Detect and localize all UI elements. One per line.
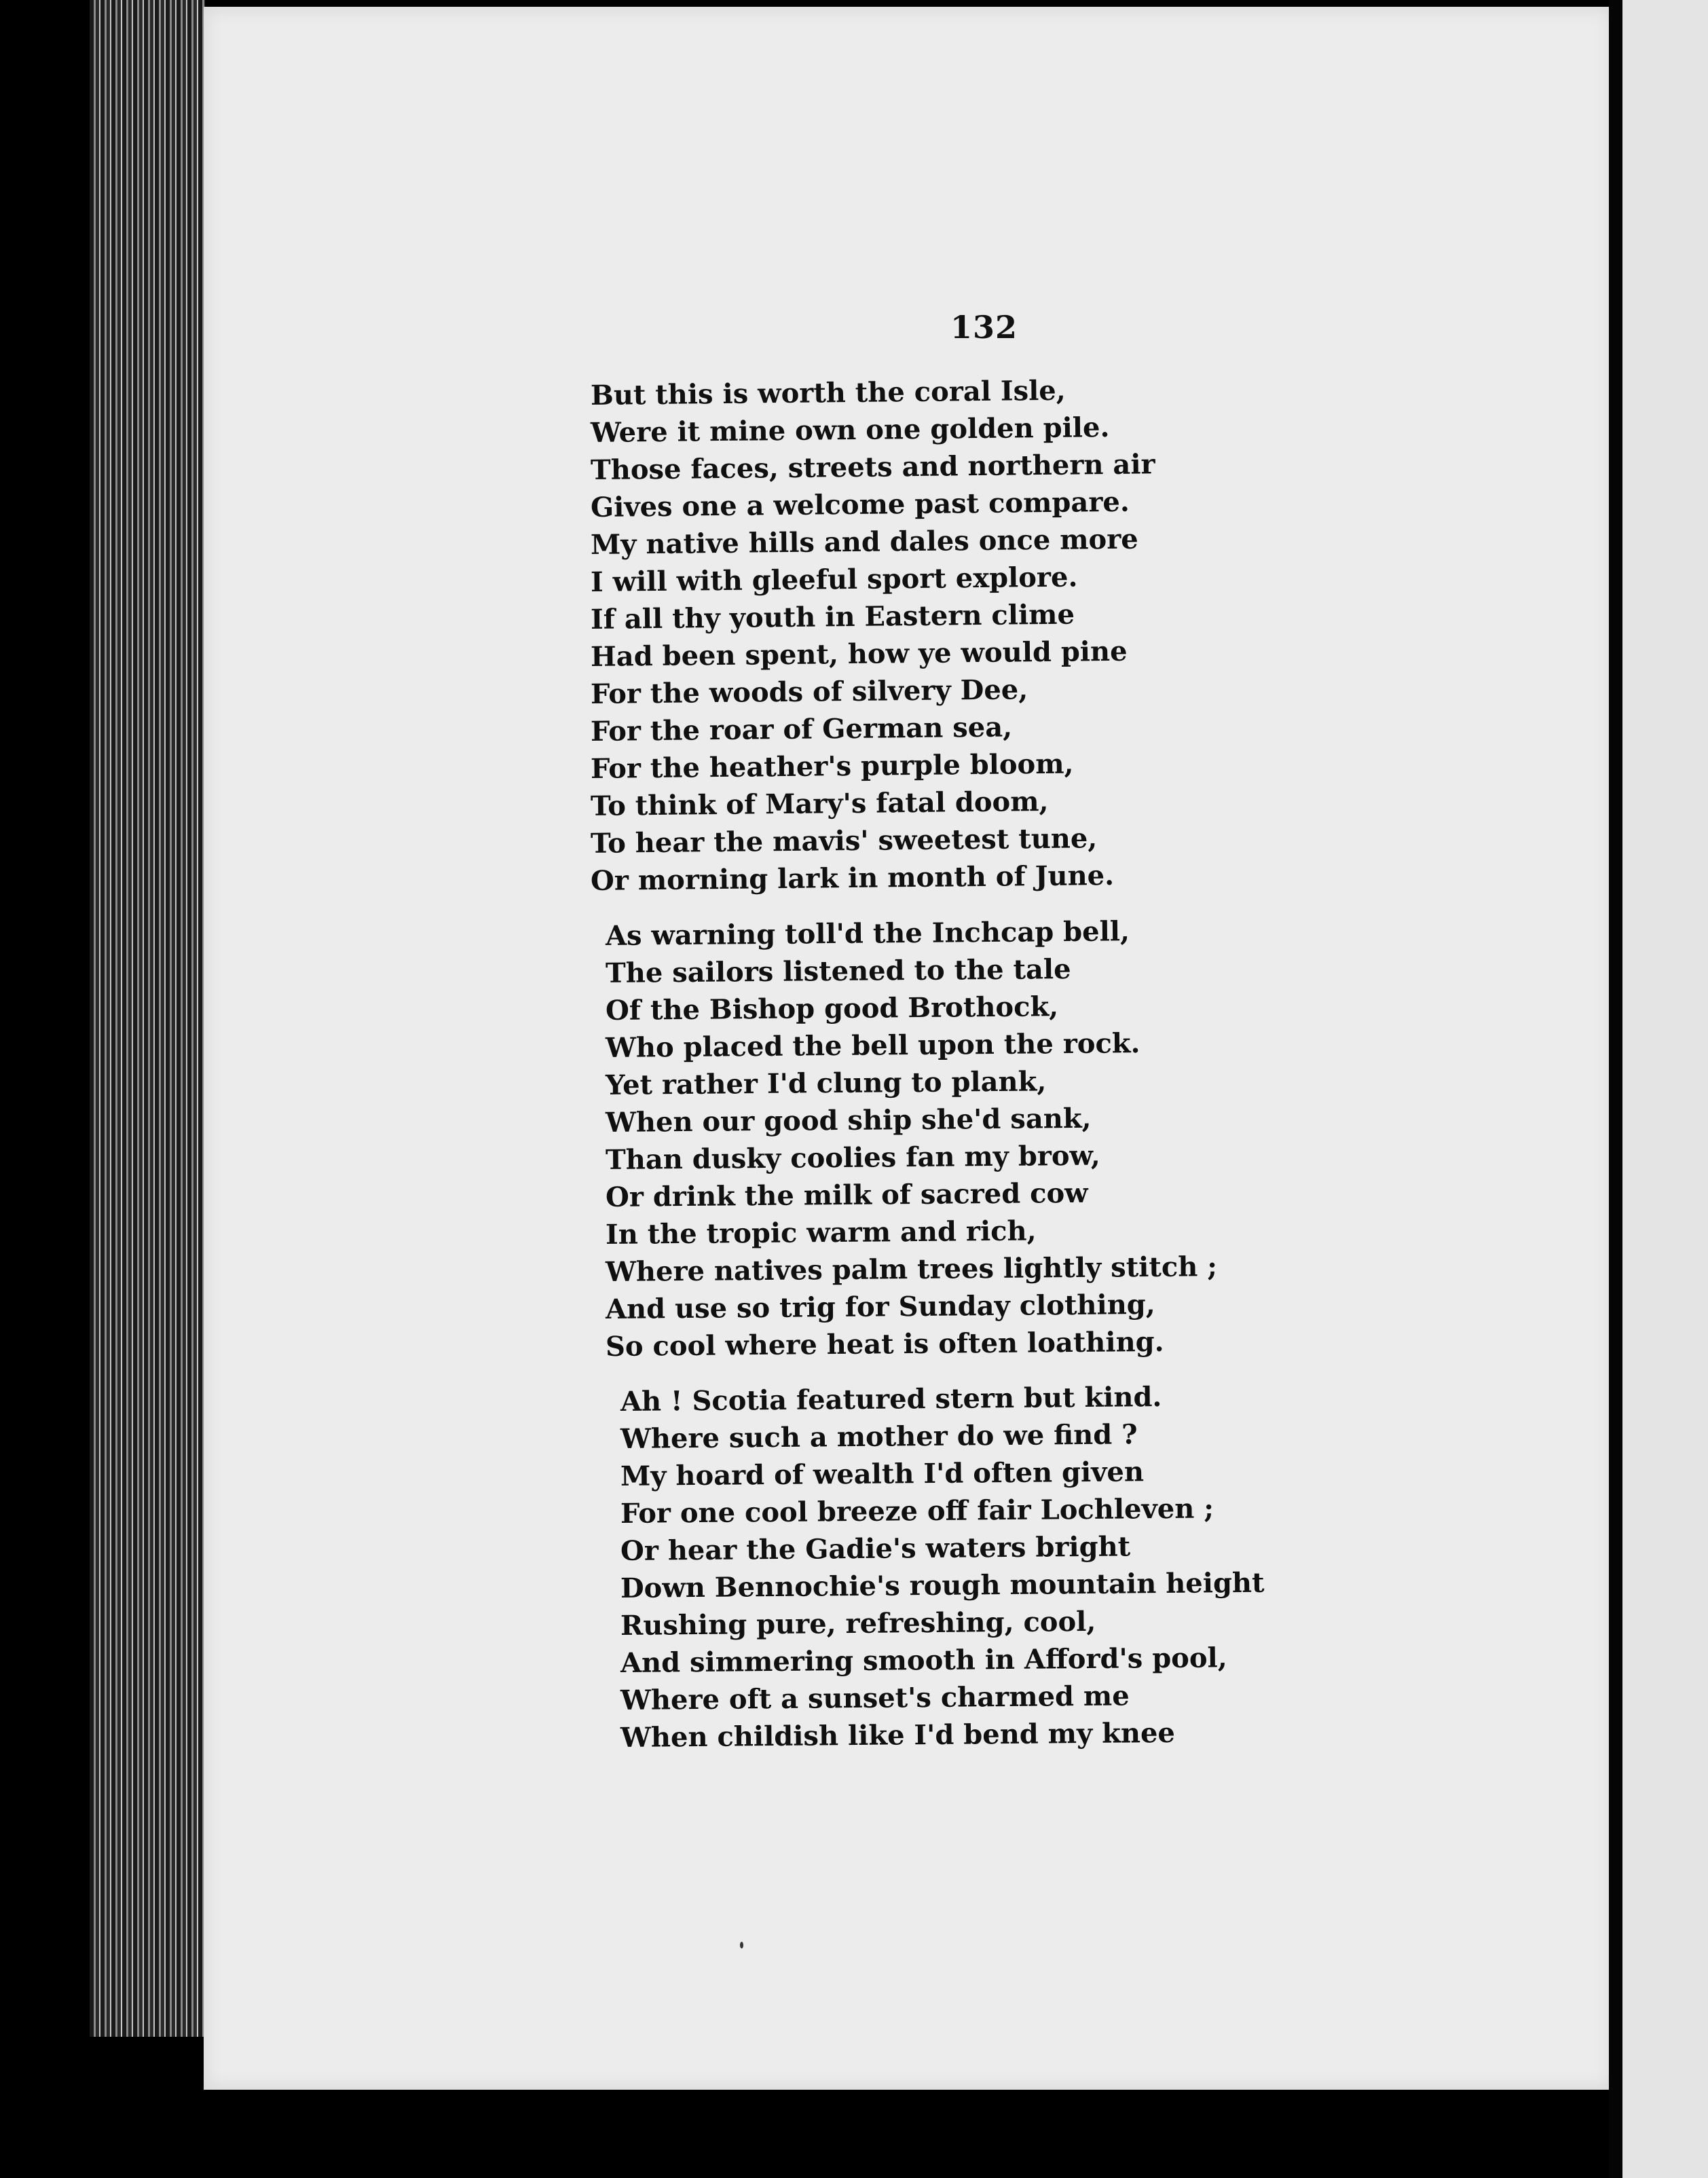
poem-line: But this is worth the coral Isle, (590, 374, 1066, 411)
poem-line: Who placed the bell upon the rock. (605, 1027, 1140, 1064)
poem-line: When childish like I'd bend my knee (620, 1716, 1176, 1754)
poem-line: Where such a mother do we find ? (620, 1418, 1138, 1455)
poem-body (590, 374, 1405, 1774)
poem-line: As warning toll'd the Inchcap bell, (605, 915, 1130, 952)
poem-line: Rushing pure, refreshing, cool, (620, 1605, 1096, 1642)
poem-line: Ah ! Scotia featured stern but kind. (620, 1381, 1162, 1418)
poem-line: For the heather's purple bloom, (590, 747, 1074, 785)
poem-line: I will with gleeful sport explore. (590, 561, 1078, 598)
poem-line: Gives one a welcome past compare. (590, 485, 1130, 523)
ink-speck (740, 1942, 743, 1949)
stanza-3 (591, 1383, 1405, 1756)
poem-line: Or drink the milk of sacred cow (605, 1177, 1088, 1213)
poem-line: For the woods of silvery Dee, (590, 673, 1028, 710)
poem-line: The sailors listened to the tale (605, 953, 1071, 989)
poem-line: Down Bennochie's rough mountain height (620, 1566, 1265, 1604)
facing-page-edge (1622, 0, 1708, 2178)
poem-line: My native hills and dales once more (590, 523, 1138, 561)
poem-line: Where oft a sunset's charmed me (620, 1680, 1130, 1716)
poem-line: Than dusky coolies fan my brow, (605, 1139, 1100, 1176)
poem-line: Were it mine own one golden pile. (590, 411, 1110, 449)
gutter (1609, 0, 1622, 2178)
poem-line: To think of Mary's fatal doom, (590, 785, 1049, 822)
poem-line: If all thy youth in Eastern clime (590, 598, 1075, 635)
poem-line: Those faces, streets and northern air (590, 448, 1155, 486)
poem-line: Of the Bishop good Brothock, (605, 991, 1059, 1027)
stanza-1 (590, 374, 1405, 900)
poem-line: And simmering smooth in Afford's pool, (620, 1642, 1227, 1679)
poem-line: So cool where heat is often loathing. (605, 1325, 1164, 1363)
poem-line: Had been spent, how ye would pine (590, 635, 1128, 673)
stanza-2 (591, 917, 1405, 1365)
poem-line: Where natives palm trees lightly stitch ; (605, 1251, 1218, 1288)
binding-shadow (0, 0, 90, 2178)
poem-line: For one cool breeze off fair Lochleven ; (620, 1492, 1214, 1530)
poem-line: And use so trig for Sunday clothing, (605, 1288, 1155, 1325)
poem-line: Or hear the Gadie's waters bright (620, 1530, 1131, 1567)
page-number: 132 (950, 309, 1018, 346)
poem-line: Yet rather I'd clung to plank, (605, 1065, 1047, 1101)
poem-line: Or morning lark in month of June. (590, 859, 1115, 897)
poem-line: To hear the mavis' sweetest tune, (590, 822, 1098, 860)
page-edges (90, 0, 205, 2037)
poem-line: In the tropic warm and rich, (605, 1215, 1037, 1251)
poem-line: When our good ship she'd sank, (605, 1102, 1092, 1139)
poem-line: My hoard of wealth I'd often given (620, 1456, 1145, 1492)
poem-line: For the roar of German sea, (590, 711, 1013, 747)
